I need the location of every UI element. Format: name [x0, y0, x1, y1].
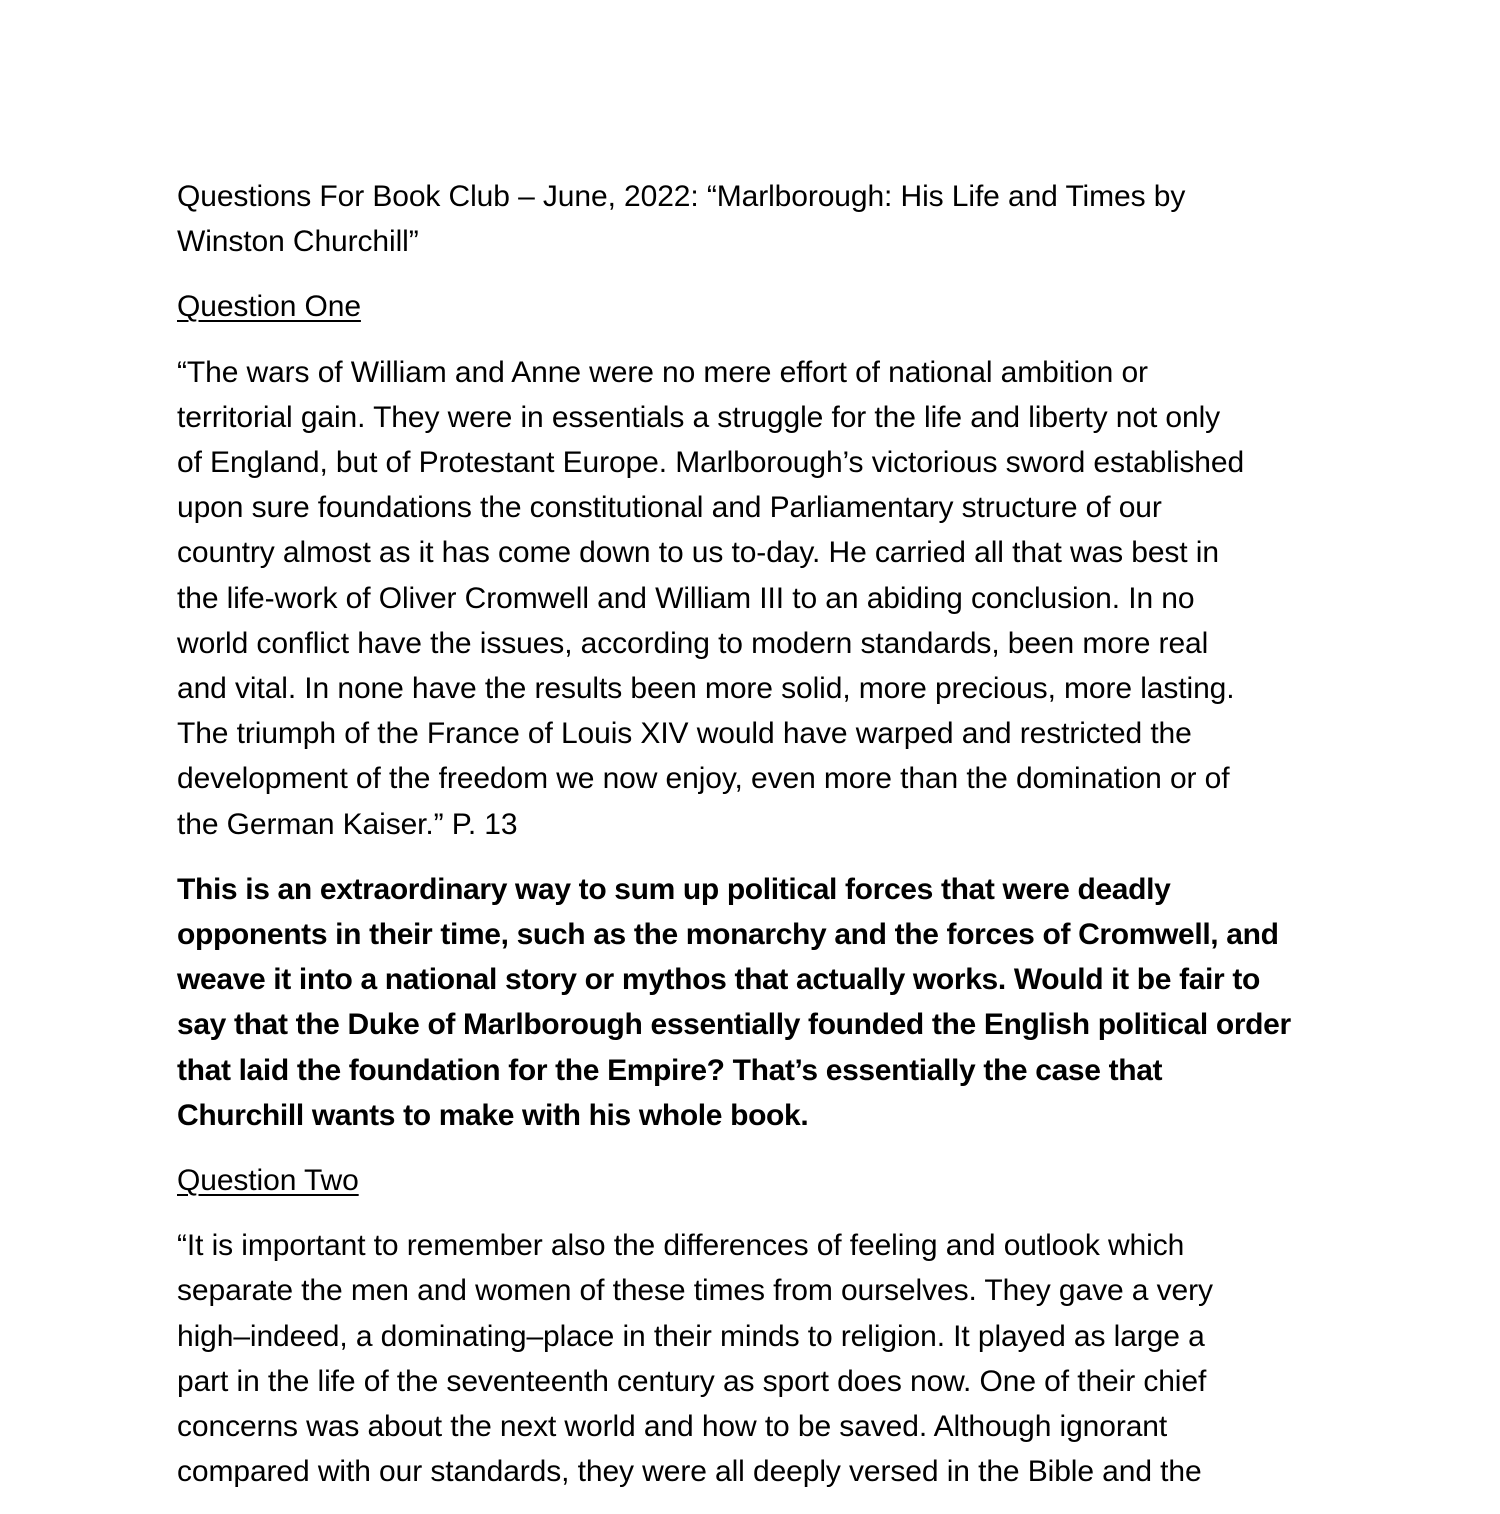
question-line: This is an extraordinary way to sum up political forces that were deadly — [177, 872, 1171, 906]
quote-line: separate the men and women of these times from ourselves. They gave a very — [177, 1274, 1213, 1308]
quote-line: concerns was about the next world and how to be saved. Although ignorant — [177, 1410, 1168, 1444]
heading-text: Question Two — [177, 1164, 359, 1198]
quote-line: territorial gain. They were in essentials a struggle for the life and liberty not only — [177, 400, 1221, 434]
section-heading-question-two — [177, 1158, 1327, 1203]
document-page — [177, 174, 1327, 1514]
quote-line: high–indeed, a dominating–place in their minds to religion. It played as large a — [177, 1319, 1205, 1353]
quote-line: country almost as it has come down to us to-day. He carried all that was best in — [177, 536, 1219, 570]
quote-line: the German Kaiser.” P. 13 — [177, 807, 518, 841]
title-line: Winston Churchill” — [177, 225, 419, 259]
section-heading-question-one — [177, 284, 1327, 329]
quote-paragraph-question-one — [177, 350, 1327, 847]
question-line: weave it into a national story or mythos that actually works. Would it be fair to — [177, 963, 1260, 997]
quote-line: and vital. In none have the results been more solid, more precious, more lasting. — [177, 672, 1235, 706]
quote-line: “It is important to remember also the differences of feeling and outlook which — [177, 1229, 1185, 1263]
quote-line: of England, but of Protestant Europe. Marlborough’s victorious sword established — [177, 446, 1245, 480]
quote-line: part in the life of the seventeenth century as sport does now. One of their chief — [177, 1364, 1207, 1398]
quote-line: The triumph of the France of Louis XIV would have warped and restricted the — [177, 717, 1192, 751]
question-paragraph-question-one — [177, 867, 1327, 1138]
quote-line: upon sure foundations the constitutional and Parliamentary structure of our — [177, 491, 1162, 525]
quote-line: the life-work of Oliver Cromwell and William III to an abiding conclusion. In no — [177, 581, 1195, 615]
quote-line: world conflict have the issues, according to modern standards, been more real — [177, 626, 1209, 660]
question-line: opponents in their time, such as the monarchy and the forces of Cromwell, and — [177, 918, 1279, 952]
quote-line: development of the freedom we now enjoy, even more than the domination or of — [177, 762, 1230, 796]
title-line: Questions For Book Club – June, 2022: “Marlborough: His Life and Times by — [177, 180, 1186, 213]
quote-line: “The wars of William and Anne were no mere effort of national ambition or — [177, 355, 1148, 389]
question-line: Churchill wants to make with his whole book. — [177, 1098, 809, 1132]
question-line: that laid the foundation for the Empire? That’s essentially the case that — [177, 1053, 1163, 1087]
heading-text: Question One — [177, 290, 361, 324]
quote-paragraph-question-two — [177, 1223, 1327, 1494]
document-title — [177, 174, 1327, 264]
quote-line: compared with our standards, they were all deeply versed in the Bible and the — [177, 1455, 1202, 1489]
question-line: say that the Duke of Marlborough essentially founded the English political order — [177, 1008, 1291, 1042]
